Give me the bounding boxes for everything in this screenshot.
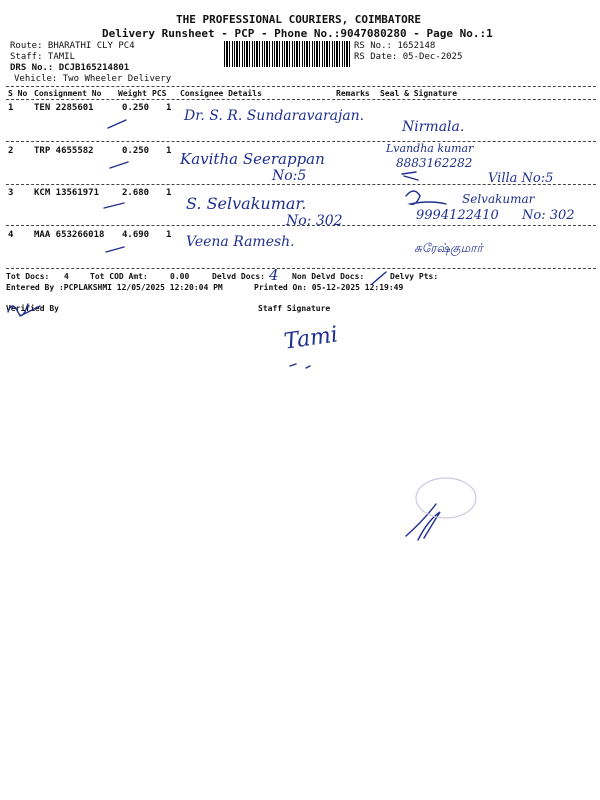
row-signature-phone: 9994122410 <box>416 208 499 223</box>
faded-stamp <box>416 478 476 518</box>
row-signature-handwritten: Selvakumar <box>462 192 535 206</box>
row-signature-handwritten: Nirmala. <box>402 119 465 135</box>
tick-mark <box>110 162 128 168</box>
col-pcs: PCS <box>152 89 167 98</box>
row-sno: 1 <box>8 103 14 113</box>
signature-dots <box>290 364 310 368</box>
tick-mark <box>104 203 124 208</box>
stamp-signature <box>406 504 440 540</box>
row-signature-address: No: 302 <box>522 208 575 223</box>
runsheet-subtitle: Delivery Runsheet - PCP - Phone No.:9047080280 - Page No.:1 <box>102 27 493 40</box>
row-divider <box>6 141 596 142</box>
row-divider <box>6 184 596 185</box>
row-consignee-handwritten-line2: No: 302 <box>286 213 343 229</box>
row-signature-phone: 8883162282 <box>396 156 473 170</box>
table-bottom-rule <box>6 268 596 269</box>
table-top-rule <box>6 86 596 87</box>
row-consignee-handwritten: Kavitha Seerappan <box>180 150 325 168</box>
row-consignee-handwritten: S. Selvakumar. <box>186 194 307 213</box>
row-consignment: MAA 653266018 <box>34 230 105 240</box>
col-consignment: Consignment No <box>34 89 102 98</box>
row-consignment: KCM 13561971 <box>34 188 100 198</box>
row-sno: 3 <box>8 188 14 198</box>
row-consignee-handwritten: Veena Ramesh. <box>186 234 295 250</box>
row-pcs: 1 <box>166 230 172 240</box>
non-delvd-docs-label: Non Delvd Docs: <box>292 272 365 281</box>
signature-scribble <box>402 172 418 180</box>
row-pcs: 1 <box>166 188 172 198</box>
col-remarks: Remarks <box>336 89 370 98</box>
company-name: THE PROFESSIONAL COURIERS, COIMBATORE <box>176 13 422 26</box>
row-consignment: TRP 4655582 <box>34 146 94 156</box>
vehicle: Vehicle: Two Wheeler Delivery <box>14 74 172 84</box>
row-weight: 4.690 <box>122 230 150 240</box>
delvd-docs-label: Delvd Docs: <box>212 272 265 281</box>
delvd-docs-handwritten: 4 <box>269 266 279 284</box>
col-seal-signature: Seal & Signature <box>380 89 458 98</box>
entered-by: Entered By :PCPLAKSHMI 12/05/2025 12:20:04 PM <box>6 283 223 292</box>
printed-on: Printed On: 05-12-2025 12:19:49 <box>254 283 404 292</box>
tot-docs-label: Tot Docs: <box>6 272 50 281</box>
row-signature-address: Villa No:5 <box>488 171 554 186</box>
tot-cod-value: 0.00 <box>170 272 190 281</box>
row-sno: 4 <box>8 230 14 240</box>
verified-by-label: Verified By <box>6 304 59 313</box>
row-signature-handwritten: Lvandha kumar <box>386 142 474 155</box>
row-consignee-handwritten: Dr. S. R. Sundaravarajan. <box>184 108 365 124</box>
col-weight: Weight <box>118 89 147 98</box>
staff-signature-handwritten: Tami <box>282 322 340 355</box>
col-sno: S No <box>8 89 28 98</box>
rs-number: RS No.: 1652148 <box>354 41 436 51</box>
row-signature-handwritten: சுரேஷ்குமார் <box>414 241 483 255</box>
tot-docs-value: 4 <box>64 272 69 281</box>
table-header-rule <box>6 99 596 100</box>
signature-scribble <box>406 191 446 204</box>
col-consignee: Consignee Details <box>180 89 262 98</box>
row-sno: 2 <box>8 146 14 156</box>
row-consignment: TEN 2285601 <box>34 103 94 113</box>
route: Route: BHARATHI CLY PC4 <box>10 41 135 51</box>
row-pcs: 1 <box>166 103 172 113</box>
row-weight: 2.680 <box>122 188 150 198</box>
row-consignee-handwritten-line2: No:5 <box>272 168 307 184</box>
row-weight: 0.250 <box>122 146 150 156</box>
tick-mark <box>106 247 124 252</box>
rs-date: RS Date: 05-Dec-2025 <box>354 52 463 62</box>
barcode <box>224 41 350 67</box>
delvy-pts-label: Delvy Pts: <box>390 272 439 281</box>
drs-number: DRS No.: DCJB165214801 <box>10 63 130 73</box>
tick-mark <box>108 120 126 128</box>
row-weight: 0.250 <box>122 103 150 113</box>
staff-signature-label: Staff Signature <box>258 304 331 313</box>
staff: Staff: TAMIL <box>10 52 76 62</box>
tot-cod-label: Tot COD Amt: <box>90 272 148 281</box>
row-pcs: 1 <box>166 146 172 156</box>
row-divider <box>6 225 596 226</box>
